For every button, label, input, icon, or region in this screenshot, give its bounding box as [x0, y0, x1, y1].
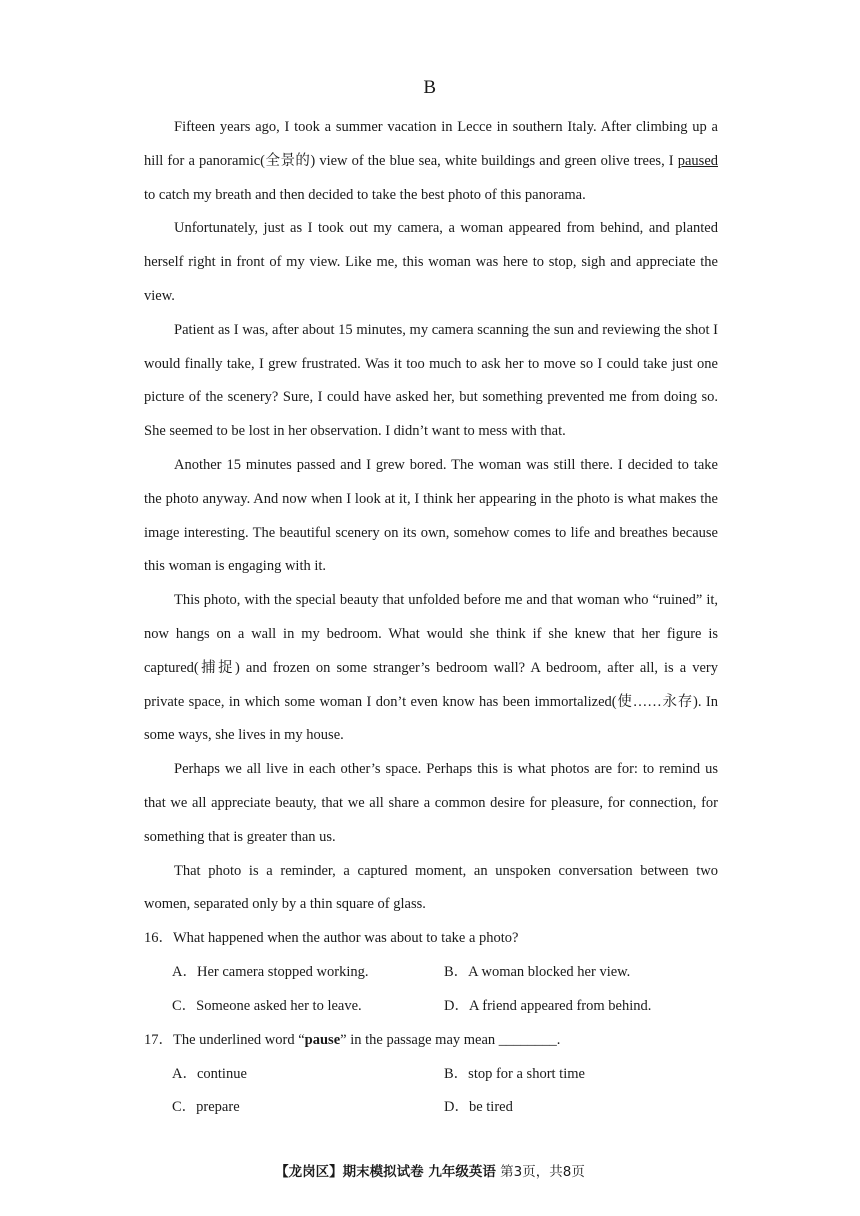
question-17-option-b[interactable]: B．stop for a short time: [444, 1066, 585, 1082]
question-17-option-d[interactable]: D．be tired: [444, 1099, 513, 1115]
footer-page-number: 第3页，共8页: [495, 1164, 585, 1180]
paragraph-3: Patient as I was, after about 15 minutes, my camera scanning the sun and reviewing the shot I would finally take, I grew frustrated. Was it too much to ask her to move so I could take just one picture of the scenery? Sure, I could have asked her, but something prevented me from doing so. She seemed to be lost in her observation. I didn’t want to mess with that.: [144, 321, 718, 440]
page-footer: [0, 1160, 860, 1180]
paragraph-1-text-a: Fifteen years ago, I took a summer vacation in Lecce in southern Italy. After climbing up a hill for a panoramic(全景的) view of the blue sea, white buildings and green olive trees, I: [144, 119, 718, 169]
question-17-stem: [144, 1030, 718, 1050]
paragraph-1-text-b: to catch my breath and then decided to take the best photo of this panorama.: [144, 186, 586, 203]
question-17-option-a[interactable]: A．continue: [172, 1066, 247, 1082]
paragraph-6: Perhaps we all live in each other’s space. Perhaps this is what photos are for: to remind us that we all appreciate beauty, that we all share a common desire for pleasure, for connection, for something that is greater than us.: [144, 761, 718, 845]
question-17-option-c[interactable]: C．prepare: [172, 1099, 240, 1115]
section-heading: B: [423, 77, 437, 98]
question-16-stem: 16．What happened when the author was about to take a photo?: [144, 930, 519, 946]
paragraph-1: [144, 111, 718, 212]
paragraph-5: This photo, with the special beauty that unfolded before me and that woman who “ruined” it, now hangs on a wall in my bedroom. What would she think if she knew that her figure is captured(捕捉) and frozen on some stranger’s bedroom wall? A bedroom, after all, is a very private space, in which some woman I don’t even know has been immortalized(使……永存). In some ways, she lives in my house.: [144, 592, 718, 744]
paragraph-4: Another 15 minutes passed and I grew bored. The woman was still there. I decided to take the photo anyway. And now when I look at it, I think her appearing in the photo is what makes the image interesting. The beautiful scenery on its own, somehow comes to life and breathes because this woman is engaging with it.: [144, 456, 718, 575]
question-16-option-b[interactable]: B．A woman blocked her view.: [444, 964, 631, 980]
reading-passage: [144, 111, 718, 922]
underlined-word: paused: [677, 152, 718, 169]
paragraph-2: Unfortunately, just as I took out my camera, a woman appeared from behind, and planted herself right in front of my view. Like me, this woman was here to stop, sigh and appreciate the view.: [144, 220, 718, 304]
question-17-stem-b: ” in the passage may mean ________.: [340, 1032, 561, 1048]
paragraph-7: That photo is a reminder, a captured moment, an unspoken conversation between two women, separated only by a thin square of glass.: [144, 862, 718, 913]
question-16-option-a[interactable]: A．Her camera stopped working.: [172, 964, 369, 980]
footer-label: 【龙岗区】期末模拟试卷 九年级英语: [275, 1164, 496, 1180]
question-16-option-d[interactable]: D．A friend appeared from behind.: [444, 998, 652, 1014]
question-17-stem-a: 17．The underlined word “: [144, 1032, 305, 1048]
question-16-option-c[interactable]: C．Someone asked her to leave.: [172, 998, 362, 1014]
question-17-keyword: pause: [304, 1032, 341, 1048]
